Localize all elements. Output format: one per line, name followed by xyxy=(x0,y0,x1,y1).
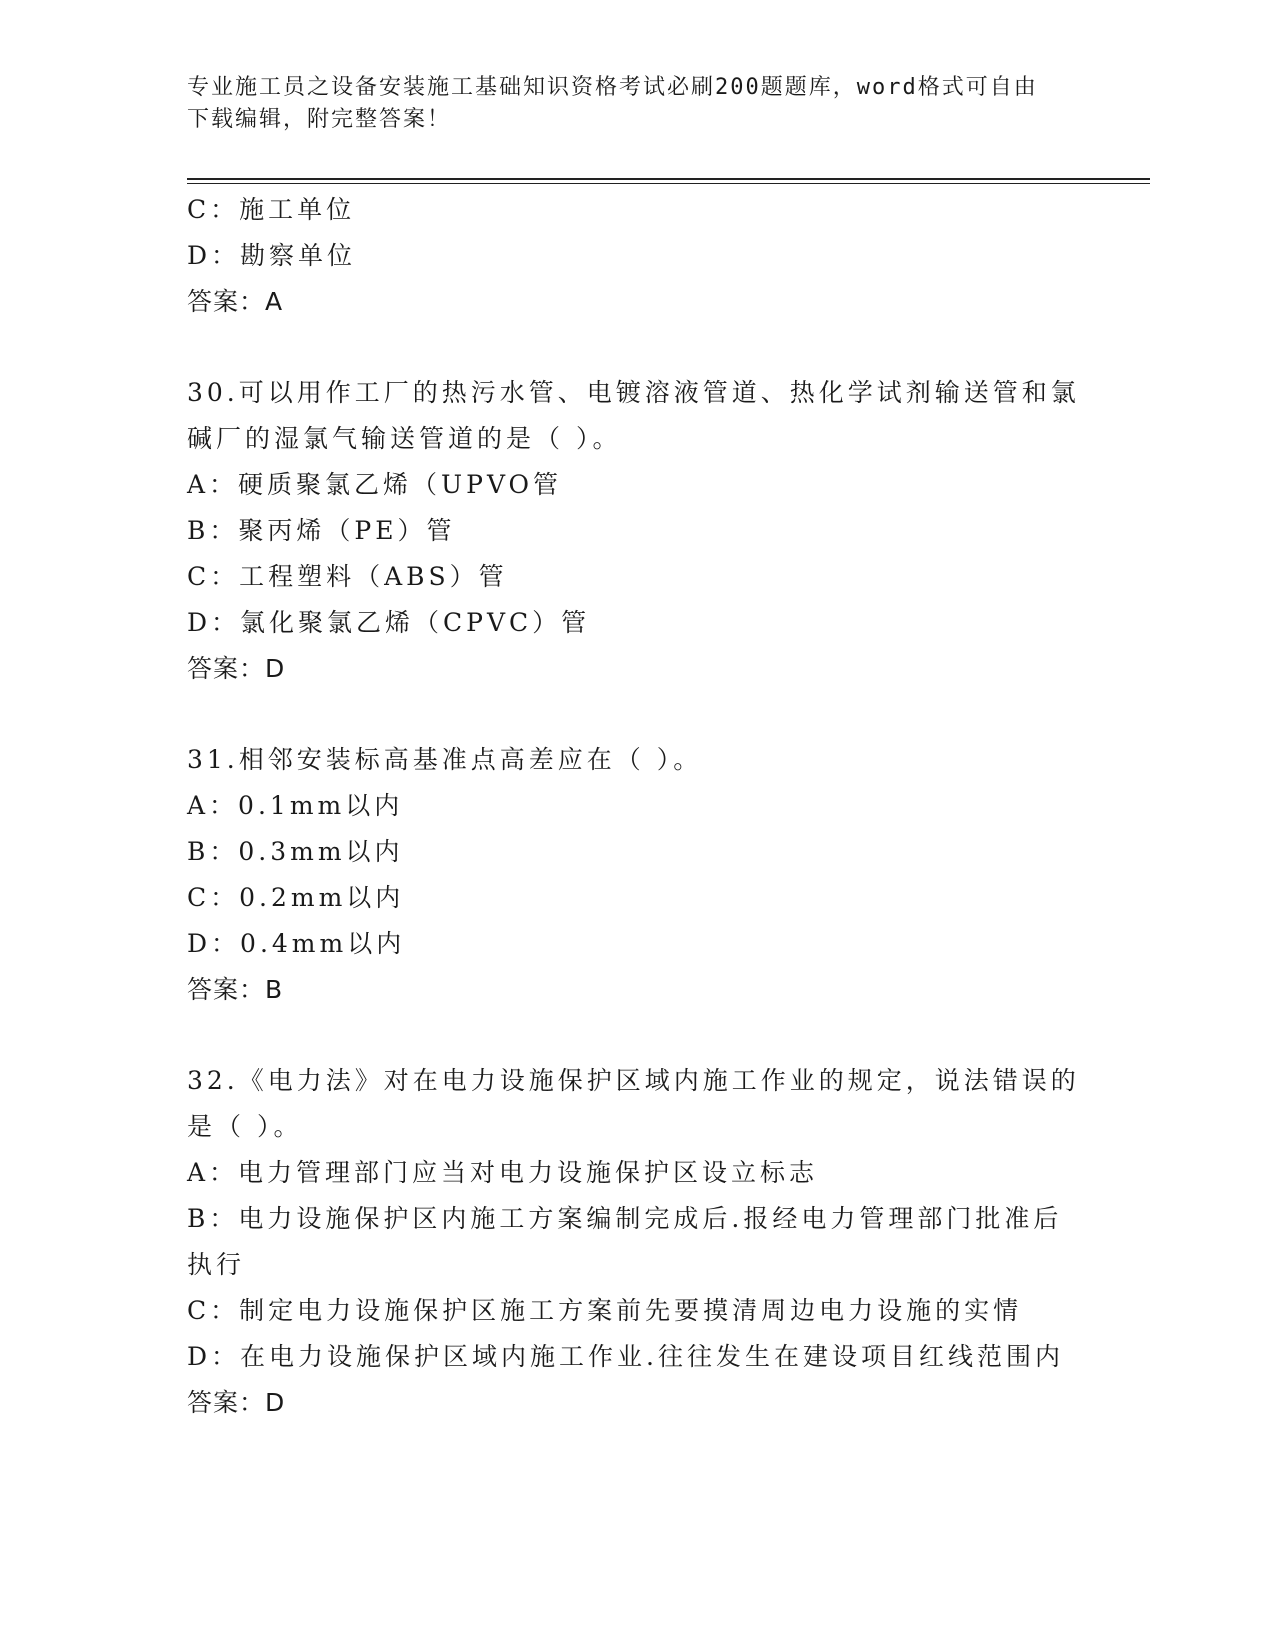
option-a: A：硬质聚氯乙烯（UPVO管 xyxy=(187,470,563,499)
option-b: B：聚丙烯（PE）管 xyxy=(187,516,456,545)
option-c: C：0.2mm以内 xyxy=(187,883,405,912)
question-stem: 31.相邻安装标高基准点高差应在（ ）。 xyxy=(187,745,703,774)
option-c: C：工程塑料（ABS）管 xyxy=(187,562,508,591)
answer-line: 答案：B xyxy=(187,975,284,1004)
header-line-1: 专业施工员之设备安装施工基础知识资格考试必刷200题题库，word格式可自由 xyxy=(187,75,1038,100)
header-divider-thick xyxy=(187,178,1150,180)
option-b-cont: 执行 xyxy=(187,1250,246,1279)
option-d: D：0.4mm以内 xyxy=(187,929,406,958)
option-c: C：施工单位 xyxy=(187,195,356,224)
question-prev xyxy=(187,187,1087,325)
option-a: A：电力管理部门应当对电力设施保护区设立标志 xyxy=(187,1158,819,1187)
question-list xyxy=(187,187,1087,1426)
option-d: D：在电力设施保护区域内施工作业.往往发生在建设项目红线范围内 xyxy=(187,1342,1064,1371)
option-a: A：0.1mm以内 xyxy=(187,791,404,820)
question-31 xyxy=(187,737,1087,1013)
question-stem-cont: 是（ ）。 xyxy=(187,1112,303,1141)
question-30 xyxy=(187,370,1087,692)
document-header xyxy=(187,72,1067,136)
question-stem-cont: 碱厂的湿氯气输送管道的是（ ）。 xyxy=(187,424,622,453)
header-line-2: 下载编辑，附完整答案！ xyxy=(187,107,452,132)
question-stem: 32.《电力法》对在电力设施保护区域内施工作业的规定，说法错误的 xyxy=(187,1066,1080,1095)
option-c: C：制定电力设施保护区施工方案前先要摸清周边电力设施的实情 xyxy=(187,1296,1023,1325)
answer-line: 答案：D xyxy=(187,1388,286,1417)
question-32 xyxy=(187,1058,1087,1426)
option-b: B：电力设施保护区内施工方案编制完成后.报经电力管理部门批准后 xyxy=(187,1204,1063,1233)
option-d: D：勘察单位 xyxy=(187,241,357,270)
option-b: B：0.3mm以内 xyxy=(187,837,404,866)
question-stem: 30.可以用作工厂的热污水管、电镀溶液管道、热化学试剂输送管和氯 xyxy=(187,378,1080,407)
header-divider-thin xyxy=(187,183,1150,184)
option-d: D：氯化聚氯乙烯（CPVC）管 xyxy=(187,608,591,637)
answer-line: 答案：D xyxy=(187,654,286,683)
answer-line: 答案：A xyxy=(187,287,284,316)
